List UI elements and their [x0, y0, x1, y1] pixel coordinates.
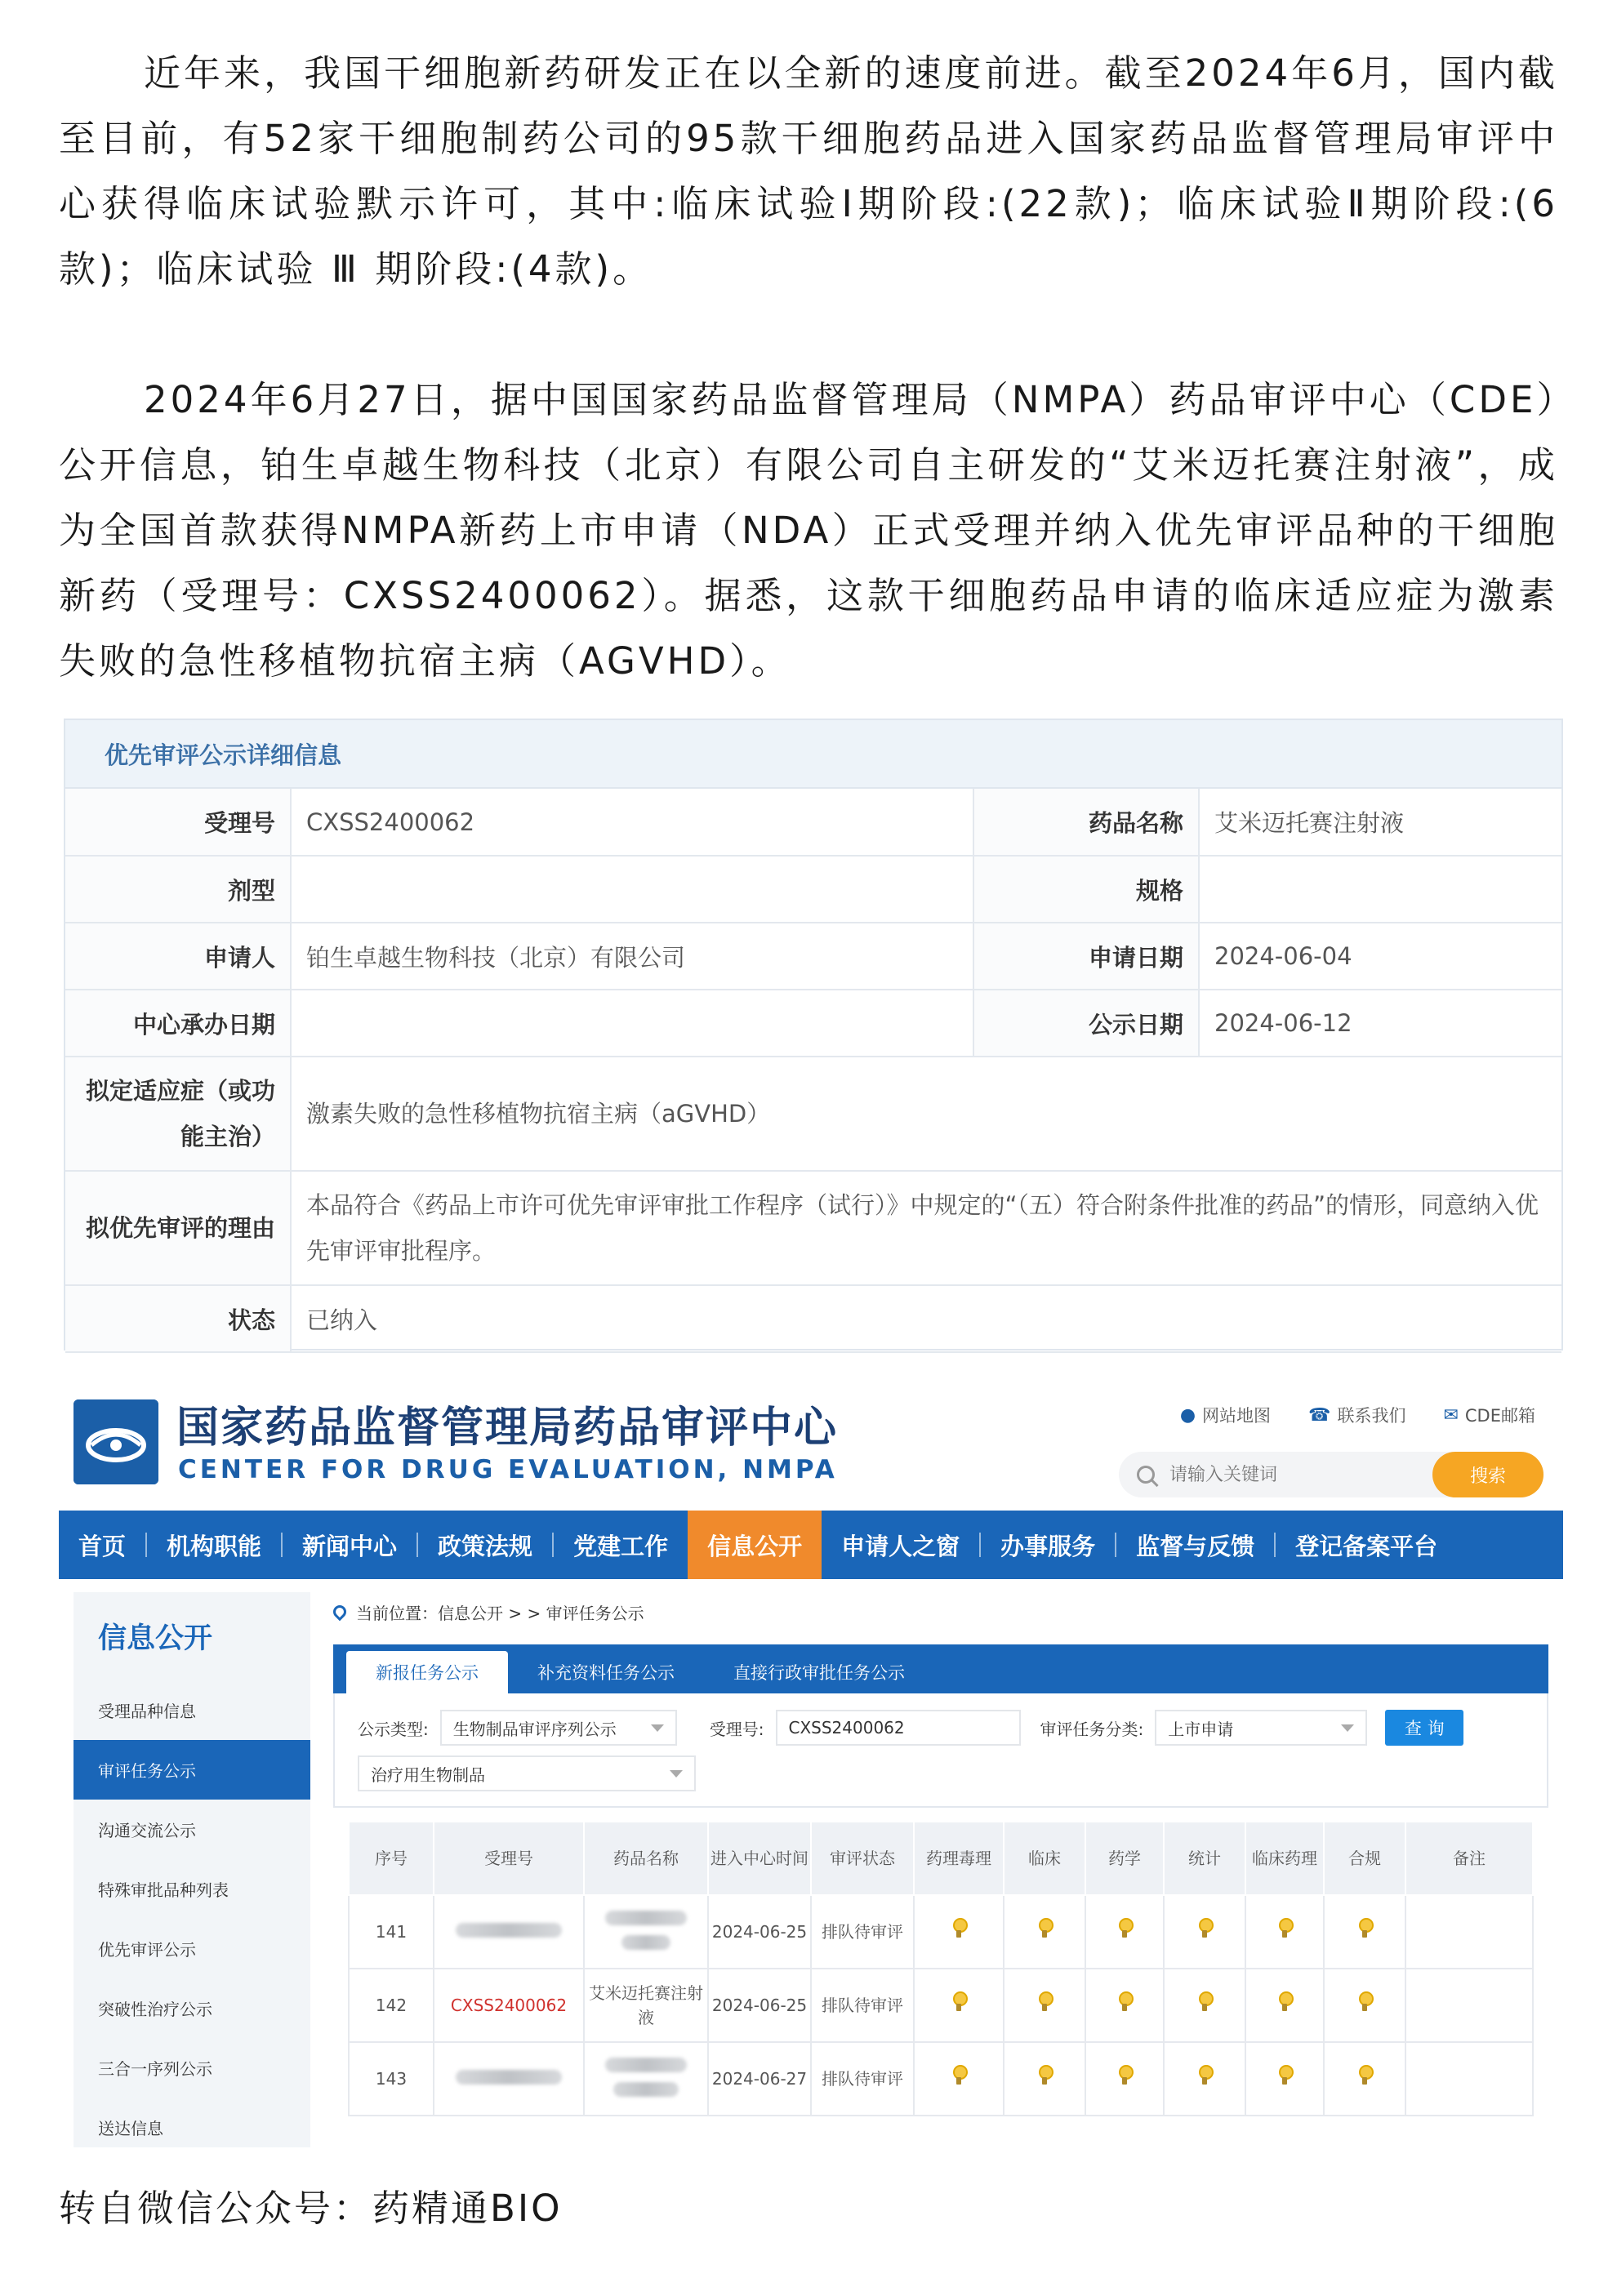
row-drug-blurred: [584, 1895, 708, 1969]
task-table: [348, 1821, 1534, 2116]
top-links: [1180, 1403, 1535, 1427]
accept-label: 受理号:: [709, 1719, 764, 1739]
col-header: 临床药理: [1245, 1822, 1324, 1895]
table-header-row: [349, 1822, 1533, 1895]
spec-value: [1199, 856, 1561, 923]
nav-functions[interactable]: 机构职能: [167, 1532, 262, 1560]
row-accept-blurred: [434, 2042, 584, 2116]
row-no: 143: [349, 2042, 434, 2116]
detail-row: [65, 1057, 1561, 1171]
row-time: 2024-06-25: [708, 1895, 811, 1969]
bulb-icon: [1357, 2065, 1372, 2086]
nav-policy[interactable]: 政策法规: [438, 1532, 533, 1560]
drug-name-value: 艾米迈托赛注射液: [1199, 789, 1561, 856]
accept-no-input[interactable]: CXSS2400062: [776, 1710, 1021, 1746]
tab-new-tasks[interactable]: 新报任务公示: [346, 1651, 508, 1693]
table-row: [349, 2042, 1533, 2116]
row-status: 排队待审评: [811, 2042, 914, 2116]
col-header: 审评状态: [811, 1822, 914, 1895]
bulb-icon: [951, 1918, 966, 1939]
col-header: 统计: [1164, 1822, 1245, 1895]
col-header: 备注: [1405, 1822, 1533, 1895]
map-pin-icon: ●: [1179, 1404, 1196, 1426]
main-nav: [59, 1511, 1563, 1579]
sidebar: [74, 1592, 310, 2147]
org-name-en: CENTER FOR DRUG EVALUATION, NMPA: [178, 1455, 838, 1484]
row-accept-blurred: [434, 1895, 584, 1969]
bulb-icon: [1197, 1918, 1212, 1939]
col-header: 药理毒理: [914, 1822, 1004, 1895]
tab-direct-approval[interactable]: 直接行政审批任务公示: [733, 1663, 905, 1683]
chevron-down-icon: [1341, 1724, 1354, 1732]
location-icon: [331, 1603, 350, 1622]
card-title: 优先审评公示详细信息: [105, 741, 342, 769]
bulb-icon: [951, 2065, 966, 2086]
accept-no-value: CXSS2400062: [291, 789, 973, 856]
phone-icon: ☎: [1308, 1404, 1331, 1426]
sidebar-item-breakthrough[interactable]: 突破性治疗公示: [98, 2000, 212, 2019]
dosage-value: [291, 856, 973, 923]
nav-services[interactable]: 办事服务: [1000, 1532, 1096, 1560]
indication-value: 激素失败的急性移植物抗宿主病（aGVHD）: [291, 1057, 1561, 1171]
row-time: 2024-06-27: [708, 2042, 811, 2116]
sidebar-title: 信息公开: [98, 1622, 213, 1655]
detail-table: [65, 789, 1561, 1353]
detail-row: [65, 1171, 1561, 1285]
row-accept[interactable]: CXSS2400062: [434, 1969, 584, 2042]
row-no: 142: [349, 1969, 434, 2042]
table-row: [349, 1895, 1533, 1969]
chevron-down-icon: [651, 1724, 664, 1732]
detail-row: [65, 856, 1561, 923]
subtype-select[interactable]: 治疗用生物制品: [358, 1755, 696, 1791]
search-input[interactable]: [1169, 1465, 1414, 1485]
bulb-icon: [1197, 1991, 1212, 2013]
contact-link[interactable]: ☎ 联系我们: [1308, 1404, 1406, 1426]
detail-row: [65, 923, 1561, 990]
applicant-value: 铂生卓越生物科技（北京）有限公司: [291, 923, 973, 990]
nav-home[interactable]: 首页: [78, 1532, 127, 1560]
type-select[interactable]: 生物制品审评序列公示: [440, 1710, 677, 1746]
publish-date-label: 公示日期: [973, 990, 1199, 1057]
col-header: 序号: [349, 1822, 434, 1895]
bulb-icon: [1357, 1991, 1372, 2013]
card-header: [65, 720, 1561, 789]
spec-label: 规格: [973, 856, 1199, 923]
search-icon: [1137, 1466, 1155, 1484]
col-header: 受理号: [434, 1822, 584, 1895]
col-header: 进入中心时间: [708, 1822, 811, 1895]
task-tabs: [333, 1644, 1548, 1693]
center-date-label: 中心承办日期: [65, 990, 291, 1057]
table-row: [349, 1969, 1533, 2042]
detail-row: [65, 1285, 1561, 1352]
center-date-value: [291, 990, 973, 1057]
sidebar-item-three-in-one[interactable]: 三合一序列公示: [98, 2059, 212, 2079]
article-paragraph-1: 近年来，我国干细胞新药研发正在以全新的速度前进。截至2024年6月，国内截至目前，有52家干细胞制药公司的95款干细胞药品进入国家药品监督管理局审评中心获得临床试验默示许可，其中:临床试验I期阶段:(22款)；临床试验Ⅱ期阶段:(6款)；临床试验 Ⅲ 期阶段:(4款)。: [59, 51, 1558, 291]
nav-applicant[interactable]: 申请人之窗: [841, 1532, 960, 1560]
col-header: 合规: [1324, 1822, 1405, 1895]
row-time: 2024-06-25: [708, 1969, 811, 2042]
bulb-icon: [951, 1991, 966, 2013]
nav-feedback[interactable]: 监督与反馈: [1136, 1532, 1255, 1560]
status-label: 状态: [65, 1285, 291, 1352]
site-header: [59, 1380, 1563, 1507]
row-drug: 艾米迈托赛注射液: [584, 1969, 708, 2042]
cde-logo-icon: [74, 1399, 158, 1484]
nav-news[interactable]: 新闻中心: [302, 1532, 398, 1560]
bulb-icon: [1117, 1918, 1132, 1939]
bulb-icon: [1197, 2065, 1212, 2086]
detail-row: [65, 990, 1561, 1057]
bulb-icon: [1117, 1991, 1132, 2013]
org-name-cn: 国家药品监督管理局药品审评中心: [176, 1404, 839, 1453]
bulb-icon: [1037, 2065, 1052, 2086]
nav-registration[interactable]: 登记备案平台: [1295, 1532, 1438, 1560]
applicant-label: 申请人: [65, 923, 291, 990]
sidebar-item-accepted[interactable]: 受理品种信息: [98, 1702, 196, 1721]
apply-date-label: 申请日期: [973, 923, 1199, 990]
tab-supplement-tasks[interactable]: 补充资料任务公示: [537, 1663, 675, 1683]
sidebar-item-review-tasks[interactable]: 审评任务公示: [74, 1740, 310, 1800]
main-content: [333, 1592, 1548, 2116]
indication-label: 拟定适应症（或功能主治）: [65, 1057, 291, 1171]
class-select[interactable]: 上市申请: [1155, 1710, 1367, 1746]
apply-date-value: 2024-06-04: [1199, 923, 1561, 990]
sidebar-item-delivery[interactable]: 送达信息: [98, 2119, 163, 2138]
class-label: 审评任务分类:: [1040, 1719, 1144, 1739]
col-header: 药品名称: [584, 1822, 708, 1895]
reason-value: 本品符合《药品上市许可优先审评审批工作程序（试行）》中规定的“（五）符合附条件批准的药品”的情形，同意纳入优先审评审批程序。: [291, 1171, 1561, 1285]
row-no: 141: [349, 1895, 434, 1969]
nav-party[interactable]: 党建工作: [573, 1532, 669, 1560]
bulb-icon: [1277, 1991, 1292, 2013]
row-status: 排队待审评: [811, 1895, 914, 1969]
type-label: 公示类型:: [358, 1719, 429, 1739]
publish-date-value: 2024-06-12: [1199, 990, 1561, 1057]
search-button[interactable]: 搜索: [1432, 1452, 1544, 1497]
filter-panel: [333, 1693, 1548, 1808]
row-drug-blurred: [584, 2042, 708, 2116]
bulb-icon: [1277, 2065, 1292, 2086]
mail-icon: ✉: [1443, 1404, 1459, 1426]
accept-no-label: 受理号: [65, 789, 291, 856]
bulb-icon: [1037, 1991, 1052, 2013]
status-value: 已纳入: [291, 1285, 1561, 1352]
col-header: 临床: [1004, 1822, 1085, 1895]
source-footer: 转自微信公众号：药精通BIO: [59, 2187, 563, 2230]
search-box: [1119, 1452, 1544, 1497]
chevron-down-icon: [670, 1770, 683, 1778]
bulb-icon: [1037, 1918, 1052, 1939]
mail-link[interactable]: ✉ CDE邮箱: [1443, 1404, 1535, 1426]
article-paragraph-2: 2024年6月27日，据中国国家药品监督管理局（NMPA）药品审评中心（CDE）公开信息，铂生卓越生物科技（北京）有限公司自主研发的“艾米迈托赛注射液”，成为全国首款获得NMPA新药上市申请（NDA）正式受理并纳入优先审评品种的干细胞新药（受理号：CXSS2400062）。据悉，这款干细胞药品申请的临床适应症为激素失败的急性移植物抗宿主病（AGVHD）。: [59, 378, 1558, 683]
cde-website-screenshot: [59, 1380, 1563, 2147]
sidebar-item-priority[interactable]: 优先审评公示: [98, 1940, 196, 1960]
sitemap-link[interactable]: ● 网站地图: [1179, 1404, 1272, 1426]
reason-label: 拟优先审评的理由: [65, 1171, 291, 1285]
query-button[interactable]: 查 询: [1385, 1710, 1463, 1746]
bulb-icon: [1277, 1918, 1292, 1939]
bulb-icon: [1357, 1918, 1372, 1939]
sidebar-item-communication[interactable]: 沟通交流公示: [98, 1821, 196, 1840]
row-status: 排队待审评: [811, 1969, 914, 2042]
dosage-label: 剂型: [65, 856, 291, 923]
col-header: 药学: [1085, 1822, 1164, 1895]
detail-row: [65, 789, 1561, 856]
bulb-icon: [1117, 2065, 1132, 2086]
sidebar-item-special[interactable]: 特殊审批品种列表: [98, 1880, 229, 1900]
drug-name-label: 药品名称: [973, 789, 1199, 856]
priority-review-detail-card: [64, 719, 1563, 1350]
nav-info-public[interactable]: 信息公开: [688, 1511, 822, 1579]
breadcrumb: 当前位置：信息公开 > > 审评任务公示: [333, 1592, 1548, 1631]
